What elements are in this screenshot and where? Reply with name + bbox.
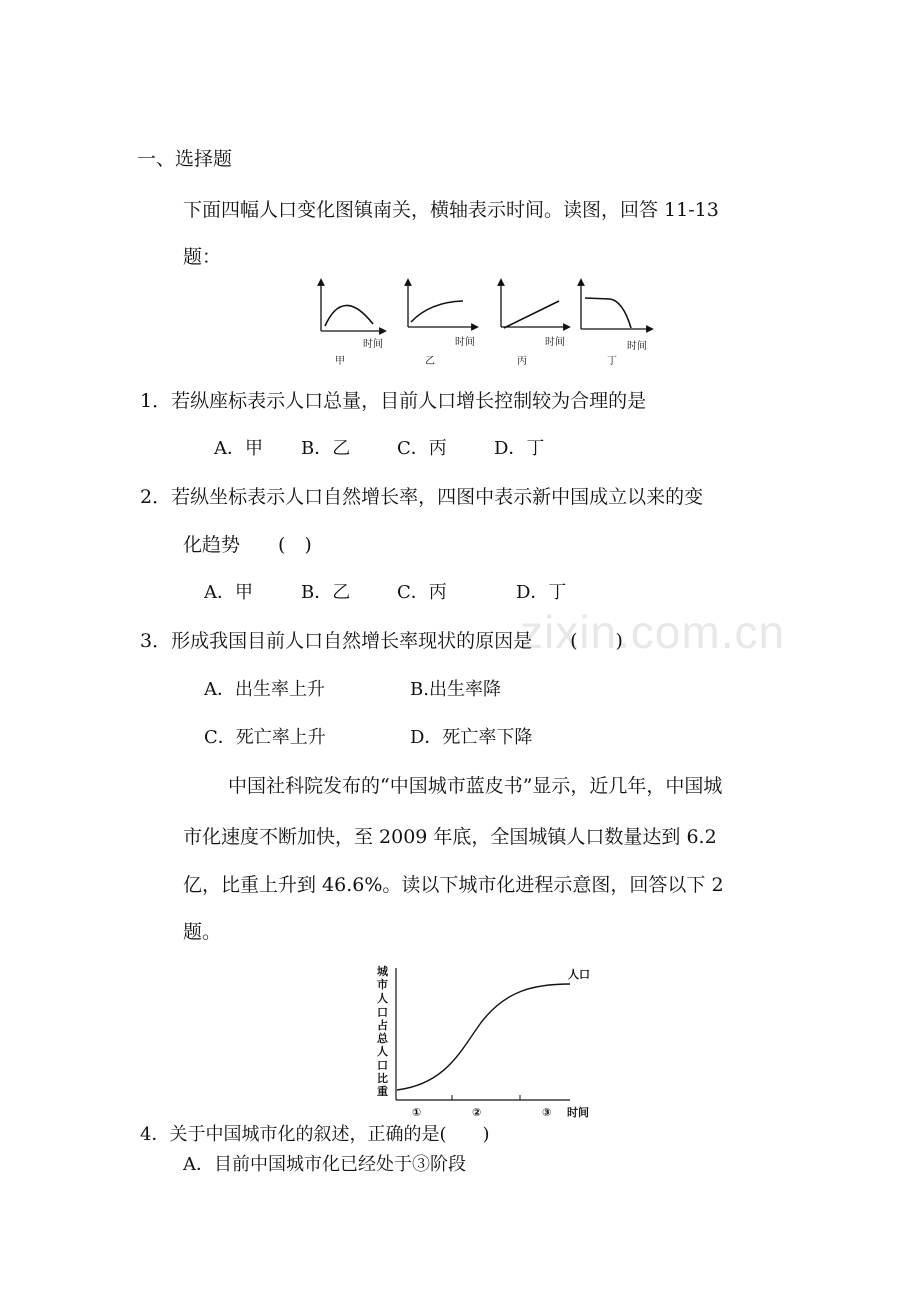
chart-ding — [581, 282, 650, 367]
urban-s-curve — [397, 984, 570, 1090]
population-charts-figure — [305, 276, 665, 372]
question-2-stem-line1: 2．若纵坐标表示人口自然增长率，四图中表示新中国成立以来的变 — [140, 486, 704, 508]
chart-jia-axis-label: 时间 — [363, 339, 383, 350]
question-2-stem-line2: 化趋势 ( ) — [183, 534, 312, 556]
chart-bing-axis-label: 时间 — [545, 337, 565, 348]
q3-option-c: C．死亡率上升 — [204, 727, 326, 748]
chart-ding-caption: 丁 — [607, 356, 617, 367]
q2-option-c: C．丙 — [397, 582, 447, 603]
chart-bing — [501, 282, 567, 367]
ylabel-char-3: 人 — [377, 992, 388, 1005]
chart-jia-curve — [325, 305, 373, 326]
ylabel-char-10: 重 — [377, 1085, 388, 1098]
q1-option-d: D．丁 — [494, 438, 545, 459]
chart-jia-caption: 甲 — [335, 356, 345, 367]
urban-ylabel — [377, 965, 389, 1098]
chart-yi — [408, 282, 475, 367]
ylabel-char-4: 口 — [377, 1006, 388, 1019]
chart-ding-axis-label: 时间 — [627, 341, 647, 352]
urban-stage-1: ① — [412, 1106, 422, 1119]
question-3-stem: 3．形成我国目前人口自然增长率现状的原因是 ( ) — [140, 630, 623, 652]
ylabel-char-5: 占 — [377, 1019, 388, 1032]
urbanization-chart — [370, 962, 610, 1122]
question-1-stem: 1．若纵座标表示人口总量，目前人口增长控制较为合理的是 — [140, 390, 647, 412]
q1-option-b: B．乙 — [301, 438, 351, 459]
watermark: zixin.com.cn — [520, 606, 786, 658]
chart-yi-caption: 乙 — [425, 356, 435, 367]
chart-yi-curve — [411, 301, 463, 322]
ylabel-char-1: 城 — [377, 965, 388, 978]
q2-option-a: A．甲 — [204, 582, 253, 603]
ylabel-char-2: 市 — [377, 978, 388, 991]
question-4-stem: 4．关于中国城市化的叙述，正确的是( ) — [140, 1124, 490, 1145]
q2-option-b: B．乙 — [301, 582, 351, 603]
intro2-line1: 中国社科院发布的“中国城市蓝皮书”显示，近几年，中国城 — [228, 775, 723, 797]
ylabel-char-6: 总 — [377, 1032, 388, 1045]
section-heading: 一、选择题 — [137, 148, 233, 170]
urban-stage-3: ③ — [542, 1106, 552, 1119]
q3-option-d: D．死亡率下降 — [410, 727, 533, 748]
q2-option-d: D．丁 — [516, 582, 567, 603]
ylabel-char-7: 人 — [377, 1045, 388, 1058]
intro2-line3: 亿，比重上升到 46.6%。读以下城市化进程示意图，回答以下 2 — [183, 874, 724, 896]
chart-yi-axis-label: 时间 — [455, 337, 475, 348]
q3-option-a: A．出生率上升 — [204, 679, 325, 700]
urban-stage-2: ② — [472, 1106, 482, 1119]
chart-bing-line — [504, 301, 559, 328]
q1-option-c: C．丙 — [397, 438, 447, 459]
ylabel-char-8: 口 — [377, 1059, 388, 1072]
intro1-line1: 下面四幅人口变化图镇南关，横轴表示时间。读图，回答 11-13 — [183, 199, 719, 221]
q3-option-b: B.出生率降 — [410, 679, 501, 700]
chart-bing-caption: 丙 — [517, 356, 527, 367]
intro2-line2: 市化速度不断加快，至 2009 年底，全国城镇人口数量达到 6.2 — [183, 826, 717, 848]
urban-curve-label: 人口 — [568, 968, 590, 981]
ylabel-char-9: 比 — [377, 1072, 388, 1085]
intro1-line2: 题： — [183, 246, 222, 268]
chart-jia — [321, 282, 383, 367]
urban-xlabel: 时间 — [567, 1106, 589, 1119]
q4-option-a: A．目前中国城市化已经处于③阶段 — [183, 1154, 466, 1175]
chart-ding-curve — [585, 298, 631, 328]
q1-option-a: A．甲 — [214, 438, 263, 459]
intro2-line4: 题。 — [183, 921, 222, 943]
